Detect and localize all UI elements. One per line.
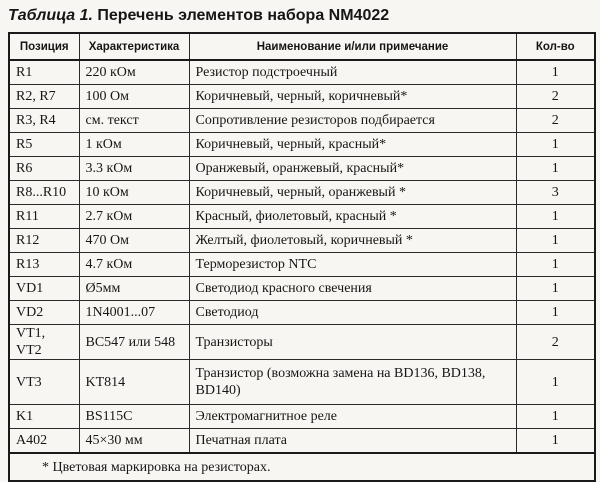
cell-quantity: 1 xyxy=(516,157,595,181)
cell-characteristic: 1N4001...07 xyxy=(79,301,189,325)
cell-quantity: 1 xyxy=(516,360,595,405)
cell-quantity: 1 xyxy=(516,405,595,429)
table-row xyxy=(9,109,595,133)
cell-quantity: 1 xyxy=(516,277,595,301)
cell-quantity: 1 xyxy=(516,301,595,325)
cell-position: R6 xyxy=(9,157,79,181)
cell-position: R3, R4 xyxy=(9,109,79,133)
table-header-row xyxy=(9,33,595,60)
cell-characteristic: см. текст xyxy=(79,109,189,133)
cell-name: Электромагнитное реле xyxy=(189,405,516,429)
cell-characteristic: 220 кОм xyxy=(79,60,189,85)
table-row xyxy=(9,360,595,405)
table-row xyxy=(9,253,595,277)
table-row xyxy=(9,405,595,429)
header-characteristic: Характеристика xyxy=(79,33,189,60)
cell-quantity: 1 xyxy=(516,133,595,157)
table-row xyxy=(9,229,595,253)
table-row xyxy=(9,429,595,454)
cell-characteristic: 1 кОм xyxy=(79,133,189,157)
table-caption xyxy=(8,5,594,27)
header-quantity: Кол-во xyxy=(516,33,595,60)
table-row xyxy=(9,85,595,109)
cell-quantity: 2 xyxy=(516,109,595,133)
cell-position: R5 xyxy=(9,133,79,157)
cell-name: Светодиод красного свечения xyxy=(189,277,516,301)
header-name: Наименование и/или примечание xyxy=(189,33,516,60)
parts-list-table xyxy=(8,32,596,482)
cell-quantity: 2 xyxy=(516,85,595,109)
table-row xyxy=(9,157,595,181)
table-row xyxy=(9,277,595,301)
cell-position: R13 xyxy=(9,253,79,277)
table-row xyxy=(9,301,595,325)
cell-characteristic: 4.7 кОм xyxy=(79,253,189,277)
cell-name: Оранжевый, оранжевый, красный* xyxy=(189,157,516,181)
cell-position: R8...R10 xyxy=(9,181,79,205)
table-row xyxy=(9,133,595,157)
cell-name: Желтый, фиолетовый, коричневый * xyxy=(189,229,516,253)
cell-characteristic: 2.7 кОм xyxy=(79,205,189,229)
table-footnote-row xyxy=(9,453,595,481)
cell-name: Терморезистор NTC xyxy=(189,253,516,277)
table-row xyxy=(9,60,595,85)
table-caption-label: Таблица 1. xyxy=(8,7,93,24)
cell-name: Транзисторы xyxy=(189,325,516,360)
cell-characteristic: BS115C xyxy=(79,405,189,429)
cell-position: R1 xyxy=(9,60,79,85)
cell-position: VD2 xyxy=(9,301,79,325)
table-row xyxy=(9,205,595,229)
cell-name: Красный, фиолетовый, красный * xyxy=(189,205,516,229)
table-caption-text: Перечень элементов набора NM4022 xyxy=(97,7,390,24)
cell-quantity: 1 xyxy=(516,229,595,253)
cell-position: R2, R7 xyxy=(9,85,79,109)
cell-characteristic: 10 кОм xyxy=(79,181,189,205)
table-footnote: * Цветовая маркировка на резисторах. xyxy=(9,453,595,481)
cell-name: Резистор подстроечный xyxy=(189,60,516,85)
cell-quantity: 1 xyxy=(516,60,595,85)
cell-position: R12 xyxy=(9,229,79,253)
cell-name: Сопротивление резисторов подбирается xyxy=(189,109,516,133)
cell-quantity: 2 xyxy=(516,325,595,360)
cell-name: Коричневый, черный, оранжевый * xyxy=(189,181,516,205)
cell-position: VD1 xyxy=(9,277,79,301)
cell-name: Коричневый, черный, красный* xyxy=(189,133,516,157)
cell-position: VT1, VT2 xyxy=(9,325,79,360)
cell-name: Светодиод xyxy=(189,301,516,325)
cell-quantity: 3 xyxy=(516,181,595,205)
cell-characteristic: 3.3 кОм xyxy=(79,157,189,181)
cell-characteristic: KT814 xyxy=(79,360,189,405)
cell-position: VT3 xyxy=(9,360,79,405)
cell-quantity: 1 xyxy=(516,429,595,454)
cell-quantity: 1 xyxy=(516,253,595,277)
cell-characteristic: BC547 или 548 xyxy=(79,325,189,360)
cell-position: A402 xyxy=(9,429,79,454)
table-row xyxy=(9,181,595,205)
cell-characteristic: 470 Ом xyxy=(79,229,189,253)
cell-name: Печатная плата xyxy=(189,429,516,454)
cell-position: K1 xyxy=(9,405,79,429)
table-row xyxy=(9,325,595,360)
header-position: Позиция xyxy=(9,33,79,60)
cell-characteristic: Ø5мм xyxy=(79,277,189,301)
cell-position: R11 xyxy=(9,205,79,229)
cell-characteristic: 100 Ом xyxy=(79,85,189,109)
cell-name: Транзистор (возможна замена на BD136, BD138, BD140) xyxy=(189,360,516,405)
cell-quantity: 1 xyxy=(516,205,595,229)
cell-name: Коричневый, черный, коричневый* xyxy=(189,85,516,109)
cell-characteristic: 45×30 мм xyxy=(79,429,189,454)
